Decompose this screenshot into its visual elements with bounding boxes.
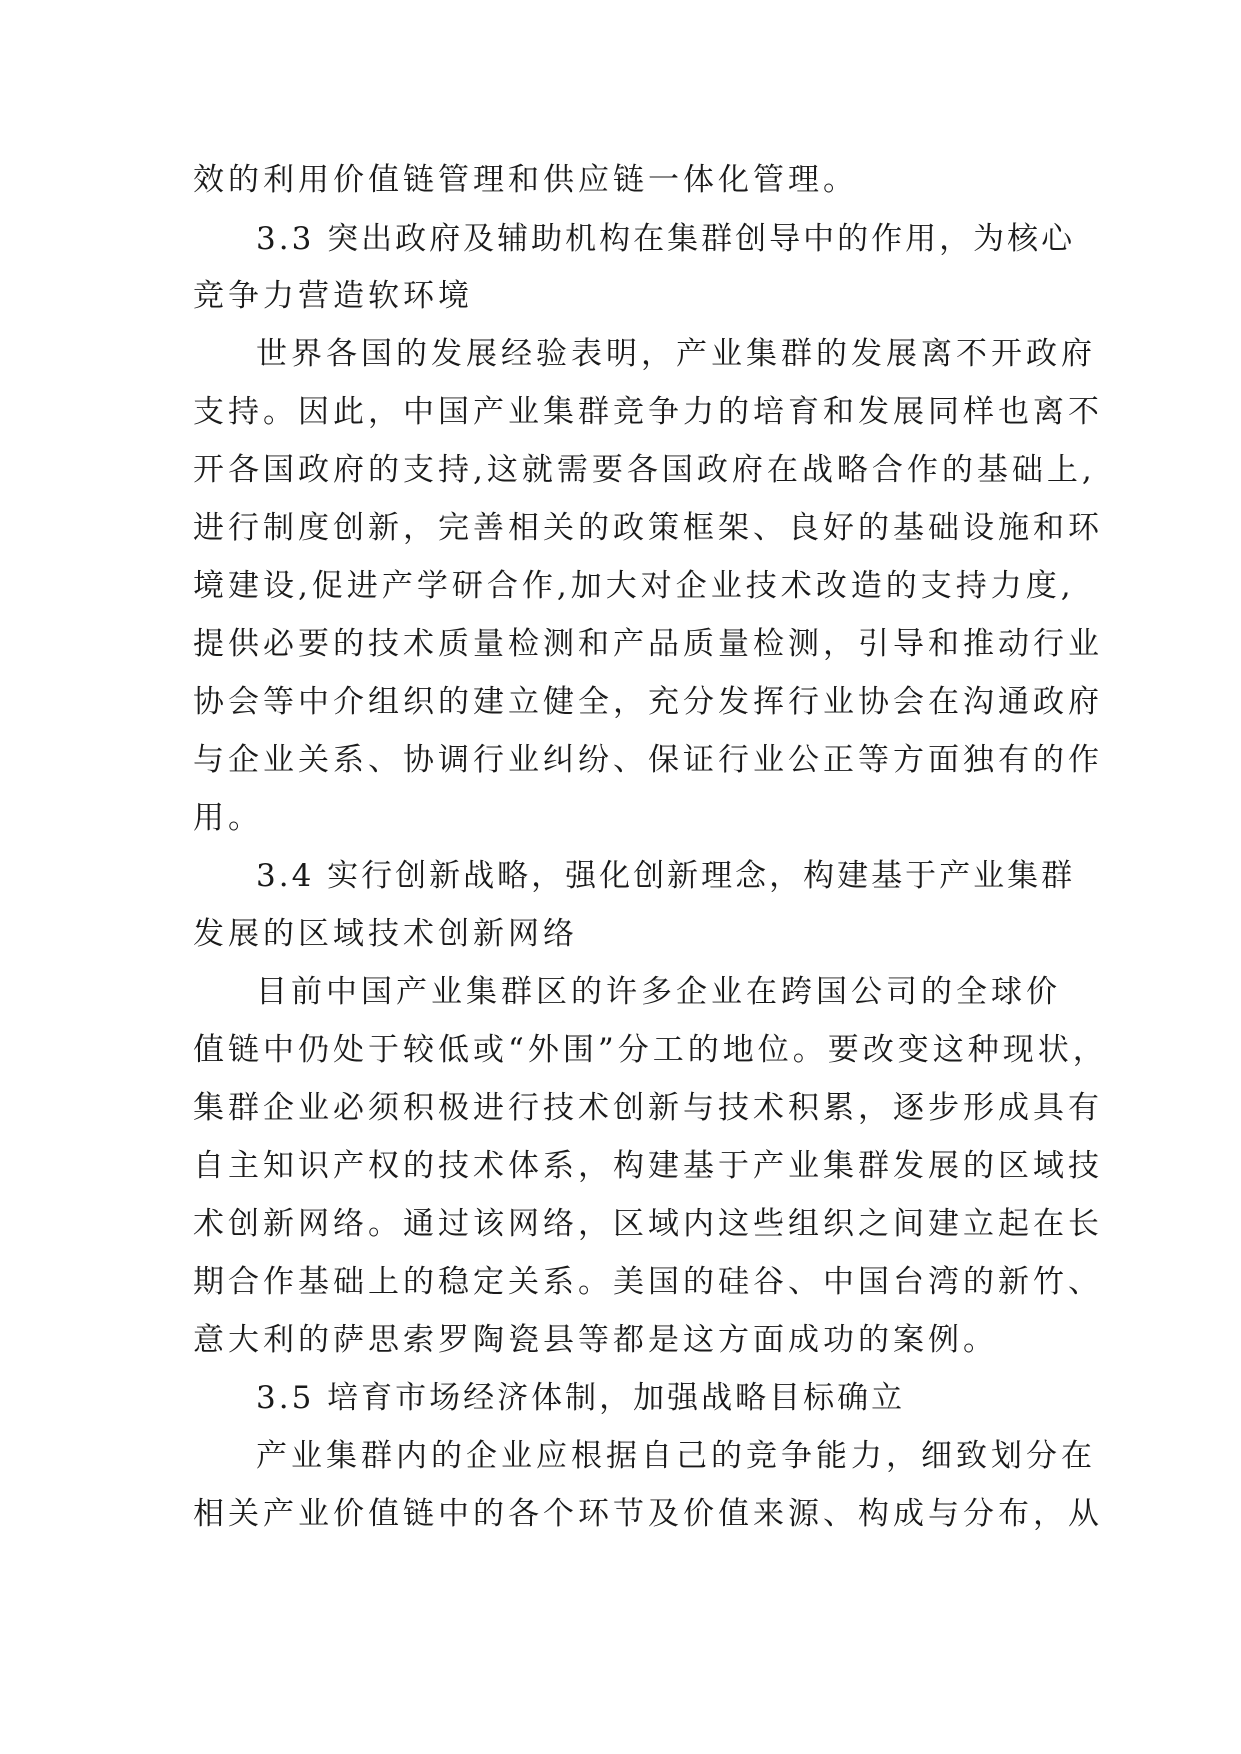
section-heading: 3.3 突出政府及辅助机构在集群创导中的作用，为核心 bbox=[256, 221, 1076, 257]
section-heading: 3.4 实行创新战略，强化创新理念，构建基于产业集群 bbox=[256, 858, 1076, 894]
text-line: 相关产业价值链中的各个环节及价值来源、构成与分布，从 bbox=[193, 1496, 1103, 1532]
text-line: 自主知识产权的技术体系，构建基于产业集群发展的区域技 bbox=[193, 1148, 1103, 1184]
text-line: 开各国政府的支持,这就需要各国政府在战略合作的基础上, bbox=[193, 452, 1096, 488]
section-heading: 3.5 培育市场经济体制，加强战略目标确立 bbox=[256, 1380, 906, 1416]
text-line: 目前中国产业集群区的许多企业在跨国公司的全球价 bbox=[256, 974, 1061, 1010]
text-line: 值链中仍处于较低或“外围”分工的地位。要改变这种现状， bbox=[193, 1032, 1108, 1068]
text-line: 境建设,促进产学研合作,加大对企业技术改造的支持力度, bbox=[193, 568, 1075, 604]
section-heading-continued: 发展的区域技术创新网络 bbox=[193, 916, 578, 952]
text-line: 世界各国的发展经验表明，产业集群的发展离不开政府 bbox=[256, 336, 1096, 372]
text-line: 术创新网络。通过该网络，区域内这些组织之间建立起在长 bbox=[193, 1206, 1103, 1242]
section-heading-continued: 竞争力营造软环境 bbox=[193, 278, 473, 314]
text-line: 产业集群内的企业应根据自己的竞争能力，细致划分在 bbox=[256, 1438, 1096, 1474]
text-line: 支持。因此，中国产业集群竞争力的培育和发展同样也离不 bbox=[193, 394, 1103, 430]
text-line: 协会等中介组织的建立健全，充分发挥行业协会在沟通政府 bbox=[193, 684, 1103, 720]
text-line: 期合作基础上的稳定关系。美国的硅谷、中国台湾的新竹、 bbox=[193, 1264, 1103, 1300]
text-line: 进行制度创新，完善相关的政策框架、良好的基础设施和环 bbox=[193, 510, 1103, 546]
text-line: 效的利用价值链管理和供应链一体化管理。 bbox=[193, 162, 858, 198]
text-line: 用。 bbox=[193, 800, 263, 836]
text-line: 意大利的萨思索罗陶瓷县等都是这方面成功的案例。 bbox=[193, 1322, 998, 1358]
text-line: 与企业关系、协调行业纠纷、保证行业公正等方面独有的作 bbox=[193, 742, 1103, 778]
text-line: 集群企业必须积极进行技术创新与技术积累，逐步形成具有 bbox=[193, 1090, 1103, 1126]
text-line: 提供必要的技术质量检测和产品质量检测，引导和推动行业 bbox=[193, 626, 1103, 662]
